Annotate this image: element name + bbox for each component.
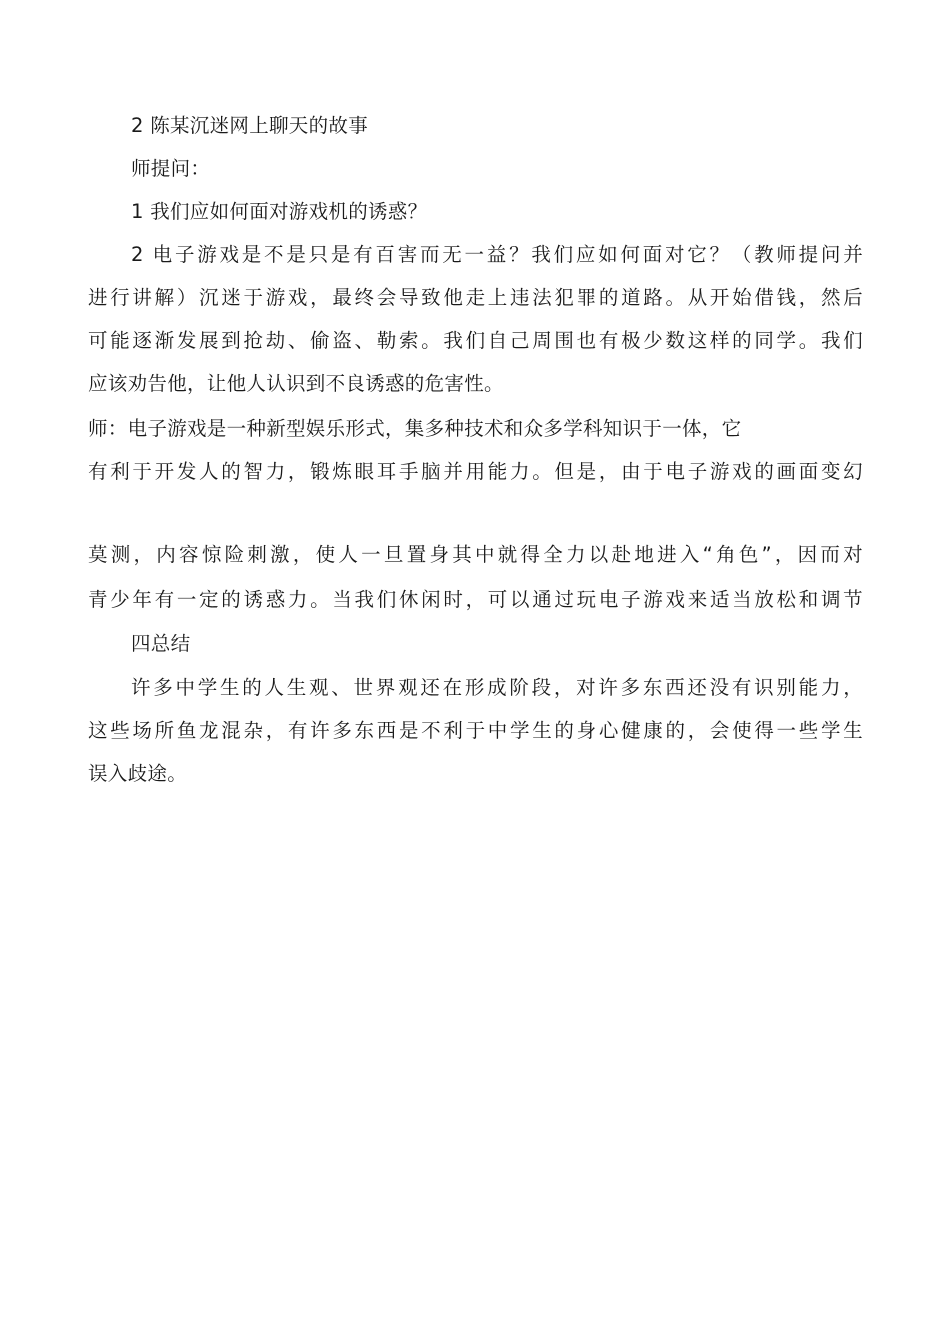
question-2-line-1: 2 电子游戏是不是只是有百害而无一益？我们应如何面对它？（教师提问并 — [131, 243, 863, 266]
summary-line: 许多中学生的人生观、世界观还在形成阶段，对许多东西还没有识别能力， — [131, 676, 863, 699]
summary-line: 这些场所鱼龙混杂，有许多东西是不利于中学生的身心健康的，会使得一些学生 — [88, 719, 863, 742]
paragraph-line: 进行讲解）沉迷于游戏，最终会导致他走上违法犯罪的道路。从开始借钱，然后 — [88, 286, 863, 309]
summary-heading: 四总结 — [131, 632, 191, 655]
paragraph-line: 可能逐渐发展到抢劫、偷盗、勒索。我们自己周围也有极少数这样的同学。我们 — [88, 329, 863, 352]
summary-line: 误入歧途。 — [88, 762, 188, 785]
teacher-statement-line: 莫测，内容惊险刺激，使人一旦置身其中就得全力以赴地进入“角色”，因而对 — [88, 543, 863, 566]
paragraph-line: 应该劝告他，让他人认识到不良诱惑的危害性。 — [88, 372, 504, 395]
teacher-statement-line: 青少年有一定的诱惑力。当我们休闲时，可以通过玩电子游戏来适当放松和调节 — [88, 588, 863, 611]
teacher-question-label: 师提问： — [131, 157, 211, 180]
question-1: 1 我们应如何面对游戏机的诱惑？ — [131, 200, 428, 223]
teacher-statement-line: 师：电子游戏是一种新型娱乐形式，集多种技术和众多学科知识于一体，它 — [88, 417, 742, 440]
story-heading: 2 陈某沉迷网上聊天的故事 — [131, 114, 369, 137]
teacher-statement-line: 有利于开发人的智力，锻炼眼耳手脑并用能力。但是，由于电子游戏的画面变幻 — [88, 460, 863, 483]
